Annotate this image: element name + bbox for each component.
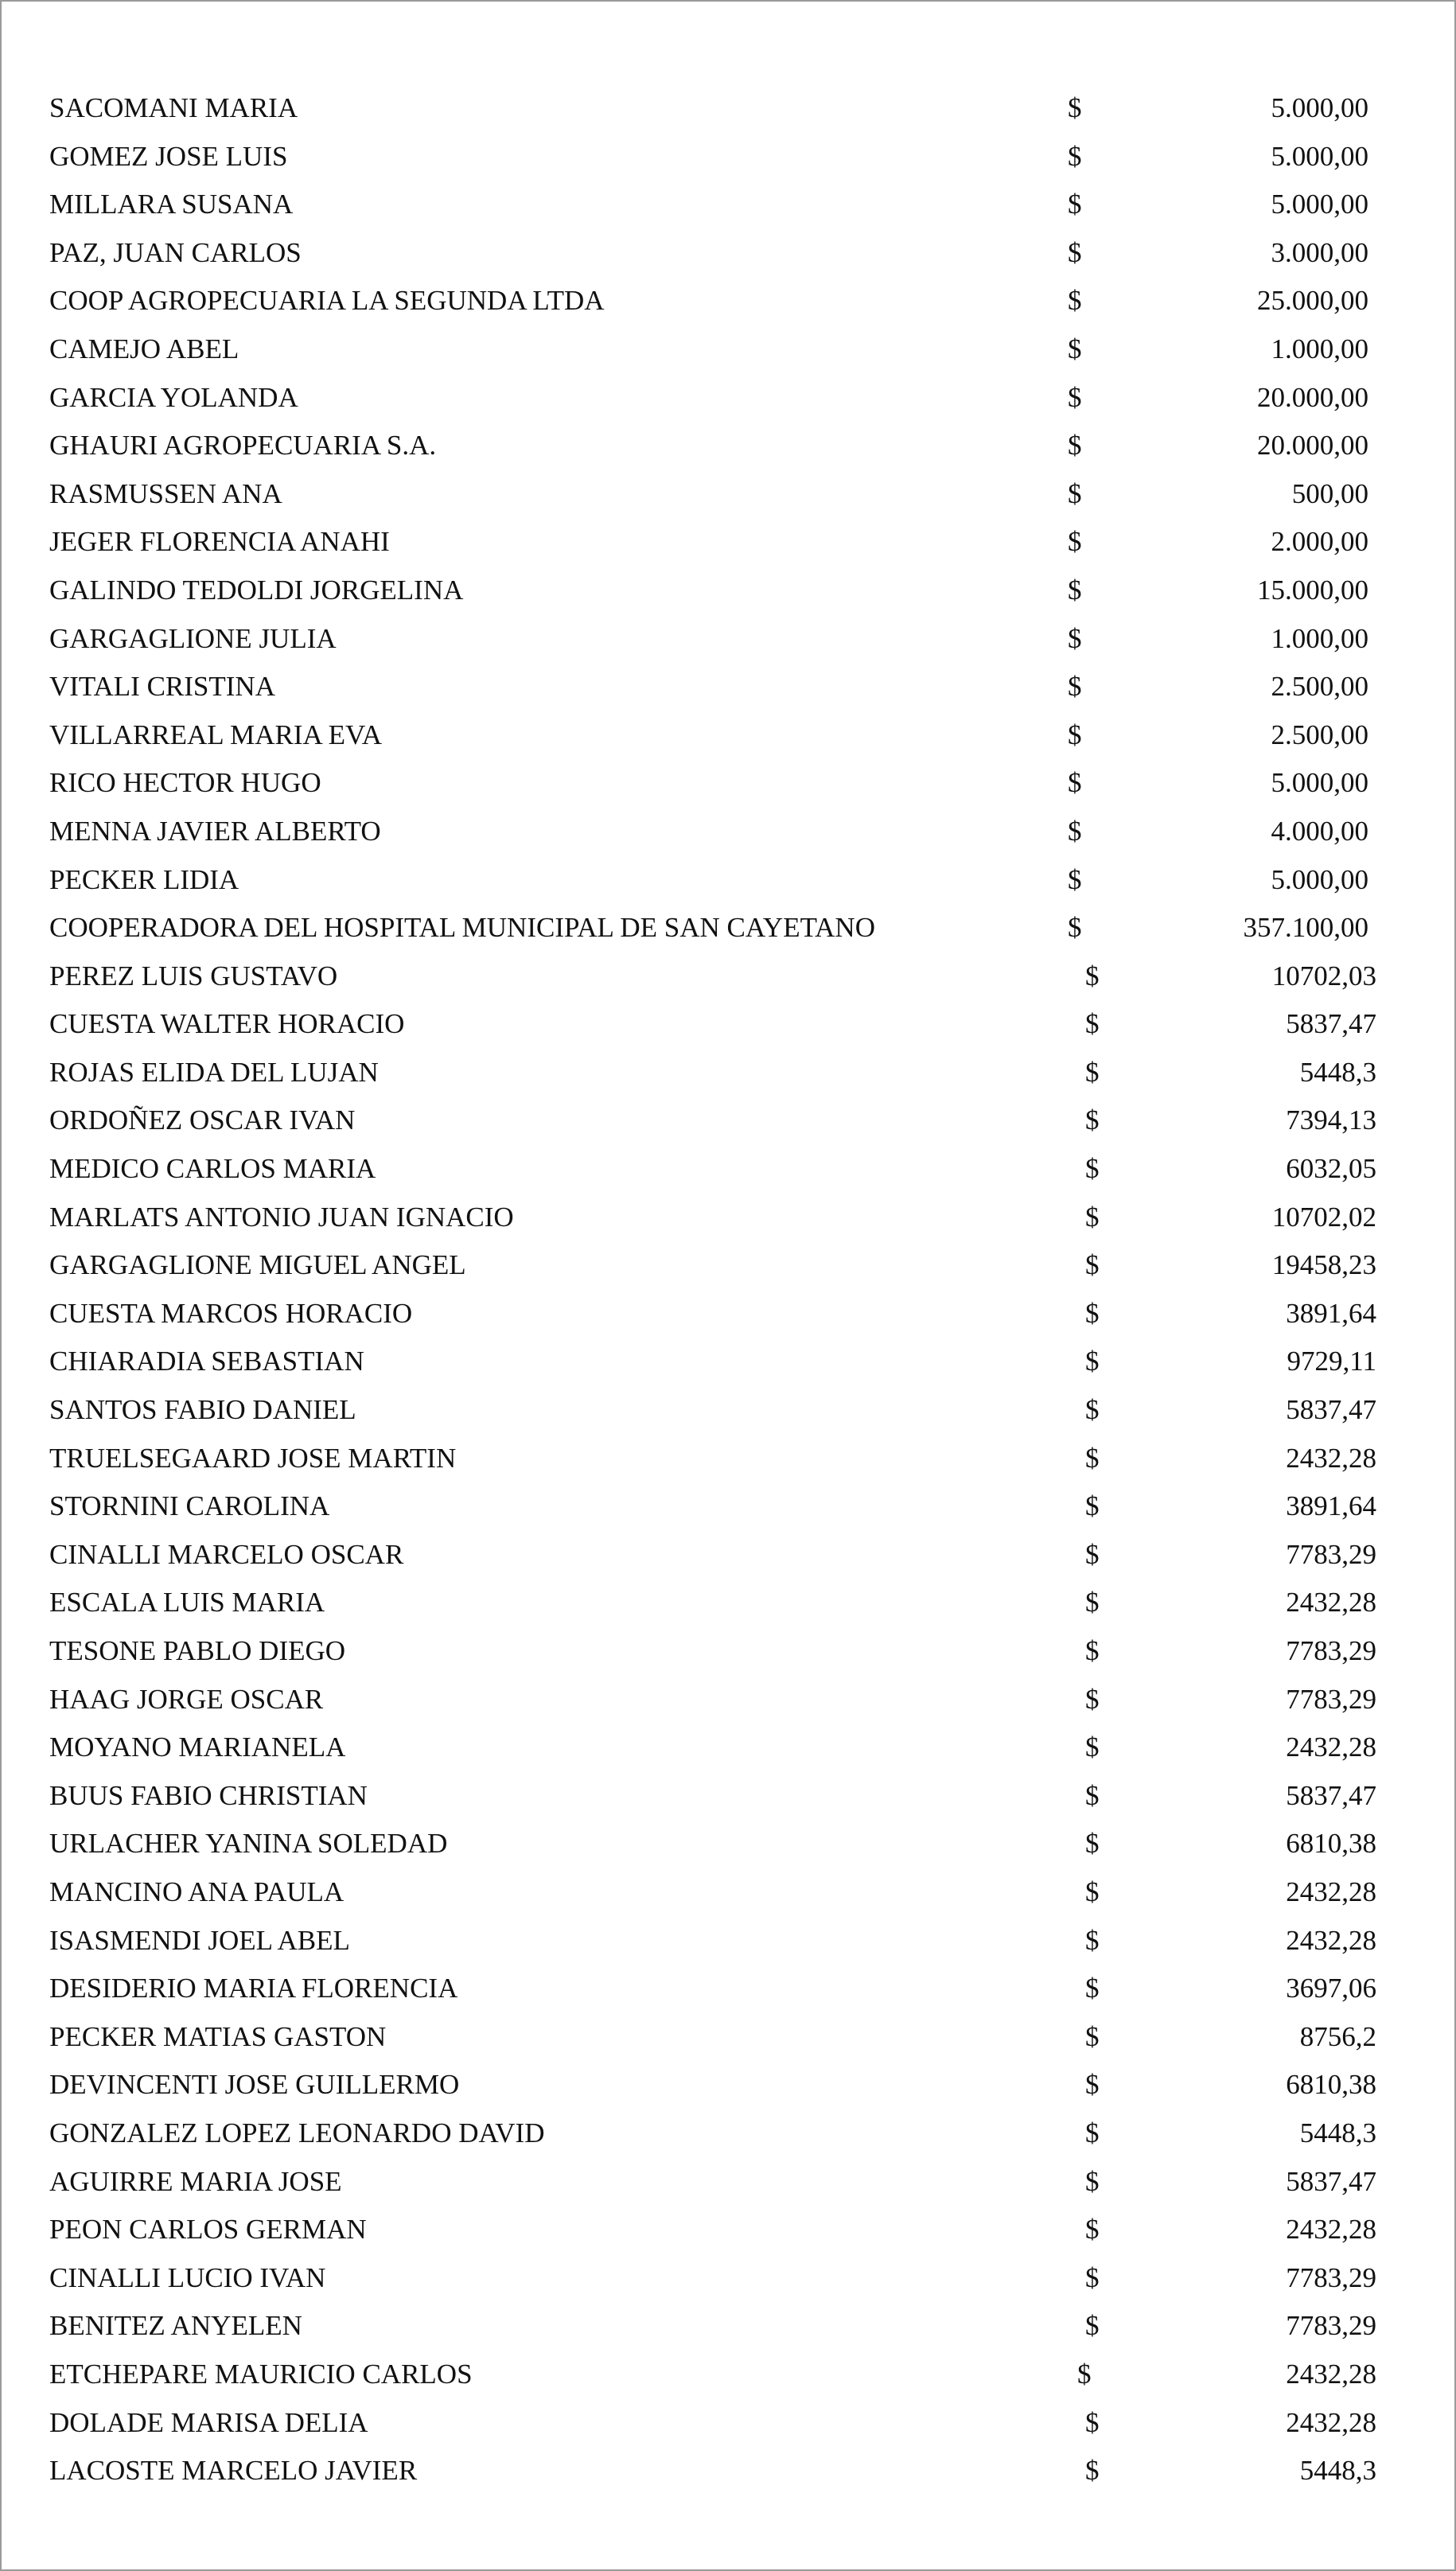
list-item <box>49 1627 1418 1676</box>
entry-amount: 5448,3 <box>1299 2455 1376 2487</box>
entry-amount: 5837,47 <box>1286 2165 1376 2197</box>
currency-symbol: $ <box>1077 2358 1092 2390</box>
currency-symbol: $ <box>1085 1924 1100 1956</box>
entry-amount: 4.000,00 <box>1271 815 1368 847</box>
list-item <box>49 2351 1418 2399</box>
currency-symbol: $ <box>1068 140 1082 172</box>
currency-symbol: $ <box>1068 477 1082 509</box>
entry-name: BENITEZ ANYELEN <box>49 2310 302 2342</box>
entry-name: VILLARREAL MARIA EVA <box>49 719 383 750</box>
currency-symbol: $ <box>1085 1587 1100 1619</box>
entry-amount: 1.000,00 <box>1271 333 1368 364</box>
entry-amount: 7783,29 <box>1286 1635 1376 1666</box>
entry-amount: 2432,28 <box>1286 1442 1376 1474</box>
entry-name: COOPERADORA DEL HOSPITAL MUNICIPAL DE SAN CAYETANO <box>49 912 875 944</box>
entry-name: CINALLI MARCELO OSCAR <box>49 1538 404 1570</box>
currency-symbol: $ <box>1085 960 1100 991</box>
entry-name: CUESTA WALTER HORACIO <box>49 1008 405 1040</box>
entry-name: MILLARA SUSANA <box>49 189 294 220</box>
list-item <box>49 1049 1418 1097</box>
entry-name: MEDICO CARLOS MARIA <box>49 1153 376 1185</box>
currency-symbol: $ <box>1085 1538 1100 1570</box>
entry-name: HAAG JORGE OSCAR <box>49 1683 324 1715</box>
currency-symbol: $ <box>1085 1876 1100 1907</box>
currency-symbol: $ <box>1068 912 1082 944</box>
entry-name: CUESTA MARCOS HORACIO <box>49 1297 413 1329</box>
list-item <box>49 2013 1418 2062</box>
currency-symbol: $ <box>1068 719 1082 750</box>
currency-symbol: $ <box>1085 1201 1100 1233</box>
list-item <box>49 1290 1418 1338</box>
entry-name: GOMEZ JOSE LUIS <box>49 140 288 172</box>
entry-name: CHIARADIA SEBASTIAN <box>49 1346 364 1377</box>
entry-name: MANCINO ANA PAULA <box>49 1876 345 1907</box>
list-item <box>49 1868 1418 1917</box>
entry-name: GONZALEZ LOPEZ LEONARDO DAVID <box>49 2117 545 2148</box>
currency-symbol: $ <box>1068 285 1082 317</box>
currency-symbol: $ <box>1085 1779 1100 1811</box>
entry-name: TRUELSEGAARD JOSE MARTIN <box>49 1442 457 1474</box>
entry-name: MENNA JAVIER ALBERTO <box>49 815 381 847</box>
entry-name: PAZ, JUAN CARLOS <box>49 236 302 268</box>
list-item <box>49 1000 1418 1049</box>
currency-symbol: $ <box>1085 1153 1100 1185</box>
entry-amount: 2432,28 <box>1286 1732 1376 1763</box>
list-item <box>49 759 1418 808</box>
list-item <box>49 2447 1418 2495</box>
list-item <box>49 952 1418 1001</box>
list-item <box>49 84 1418 133</box>
currency-symbol: $ <box>1085 1973 1100 2004</box>
entry-name: GARGAGLIONE JULIA <box>49 622 337 654</box>
entry-amount: 3697,06 <box>1286 1973 1376 2004</box>
list-item <box>49 422 1418 470</box>
entry-amount: 500,00 <box>1291 477 1368 509</box>
entry-amount: 6032,05 <box>1286 1153 1376 1185</box>
entry-amount: 5837,47 <box>1286 1394 1376 1426</box>
entry-amount: 5448,3 <box>1299 2117 1376 2148</box>
list-item <box>49 1435 1418 1483</box>
currency-symbol: $ <box>1085 2069 1100 2101</box>
currency-symbol: $ <box>1085 1683 1100 1715</box>
currency-symbol: $ <box>1085 2165 1100 2197</box>
entry-amount: 2.500,00 <box>1271 671 1368 703</box>
entry-amount: 7783,29 <box>1286 1538 1376 1570</box>
list-item <box>49 1338 1418 1386</box>
entry-amount: 2432,28 <box>1286 1924 1376 1956</box>
entry-amount: 25.000,00 <box>1257 285 1368 317</box>
entry-name: STORNINI CAROLINA <box>49 1490 330 1522</box>
currency-symbol: $ <box>1068 526 1082 558</box>
entry-amount: 5837,47 <box>1286 1779 1376 1811</box>
entry-name: VITALI CRISTINA <box>49 671 275 703</box>
entry-name: TESONE PABLO DIEGO <box>49 1635 346 1666</box>
entry-amount: 5.000,00 <box>1271 140 1368 172</box>
entry-name: GARGAGLIONE MIGUEL ANGEL <box>49 1249 466 1281</box>
list-item <box>49 856 1418 905</box>
currency-symbol: $ <box>1085 2455 1100 2487</box>
entry-amount: 10702,03 <box>1271 960 1376 991</box>
entry-name: SACOMANI MARIA <box>49 92 298 123</box>
list-item <box>49 615 1418 664</box>
entry-amount: 1.000,00 <box>1271 622 1368 654</box>
list-item <box>49 2109 1418 2158</box>
contributions-list <box>49 84 1418 2495</box>
currency-symbol: $ <box>1085 1346 1100 1377</box>
list-item <box>49 1676 1418 1724</box>
currency-symbol: $ <box>1085 2310 1100 2342</box>
list-item <box>49 518 1418 567</box>
list-item <box>49 1145 1418 1194</box>
entry-name: RASMUSSEN ANA <box>49 477 282 509</box>
entry-amount: 2.500,00 <box>1271 719 1368 750</box>
entry-name: ORDOÑEZ OSCAR IVAN <box>49 1104 356 1136</box>
currency-symbol: $ <box>1068 863 1082 895</box>
entry-amount: 8756,2 <box>1299 2020 1376 2052</box>
entry-name: RICO HECTOR HUGO <box>49 767 321 799</box>
entry-amount: 3.000,00 <box>1271 236 1368 268</box>
list-item <box>49 1579 1418 1627</box>
currency-symbol: $ <box>1085 1828 1100 1860</box>
entry-name: ESCALA LUIS MARIA <box>49 1587 325 1619</box>
currency-symbol: $ <box>1068 815 1082 847</box>
entry-amount: 20.000,00 <box>1257 381 1368 413</box>
entry-amount: 7783,29 <box>1286 1683 1376 1715</box>
entry-name: PECKER MATIAS GASTON <box>49 2020 387 2052</box>
list-item <box>49 374 1418 423</box>
list-item <box>49 1917 1418 1965</box>
currency-symbol: $ <box>1068 189 1082 220</box>
currency-symbol: $ <box>1085 2261 1100 2293</box>
currency-symbol: $ <box>1085 2020 1100 2052</box>
currency-symbol: $ <box>1085 1297 1100 1329</box>
list-item <box>49 1965 1418 2013</box>
list-item <box>49 808 1418 856</box>
entry-amount: 19458,23 <box>1271 1249 1376 1281</box>
entry-amount: 7783,29 <box>1286 2310 1376 2342</box>
entry-name: GALINDO TEDOLDI JORGELINA <box>49 574 464 606</box>
entry-amount: 2432,28 <box>1286 2406 1376 2438</box>
entry-name: BUUS FABIO CHRISTIAN <box>49 1779 368 1811</box>
entry-amount: 357.100,00 <box>1243 912 1368 944</box>
list-item <box>49 229 1418 278</box>
currency-symbol: $ <box>1068 671 1082 703</box>
list-item <box>49 567 1418 615</box>
entry-amount: 7783,29 <box>1286 2261 1376 2293</box>
list-item <box>49 1772 1418 1821</box>
entry-name: GARCIA YOLANDA <box>49 381 298 413</box>
entry-name: DOLADE MARISA DELIA <box>49 2406 368 2438</box>
entry-amount: 2.000,00 <box>1271 526 1368 558</box>
currency-symbol: $ <box>1085 2117 1100 2148</box>
currency-symbol: $ <box>1085 1249 1100 1281</box>
currency-symbol: $ <box>1068 767 1082 799</box>
entry-amount: 2432,28 <box>1286 1876 1376 1907</box>
entry-amount: 6810,38 <box>1286 2069 1376 2101</box>
list-item <box>49 1482 1418 1531</box>
entry-name: ISASMENDI JOEL ABEL <box>49 1924 350 1956</box>
entry-name: MARLATS ANTONIO JUAN IGNACIO <box>49 1201 514 1233</box>
currency-symbol: $ <box>1085 1104 1100 1136</box>
entry-name: GHAURI AGROPECUARIA S.A. <box>49 430 437 462</box>
list-item <box>49 1194 1418 1242</box>
currency-symbol: $ <box>1068 622 1082 654</box>
currency-symbol: $ <box>1085 1008 1100 1040</box>
list-item <box>49 2061 1418 2109</box>
entry-name: PEREZ LUIS GUSTAVO <box>49 960 338 991</box>
entry-amount: 10702,02 <box>1271 1201 1376 1233</box>
entry-amount: 2432,28 <box>1286 2214 1376 2246</box>
list-item <box>49 1097 1418 1145</box>
entry-name: PECKER LIDIA <box>49 863 239 895</box>
entry-amount: 9729,11 <box>1287 1346 1376 1377</box>
entry-name: PEON CARLOS GERMAN <box>49 2214 367 2246</box>
entry-amount: 3891,64 <box>1286 1490 1376 1522</box>
list-item <box>49 325 1418 374</box>
entry-amount: 7394,13 <box>1286 1104 1376 1136</box>
list-item <box>49 1386 1418 1435</box>
entry-amount: 20.000,00 <box>1257 430 1368 462</box>
entry-name: JEGER FLORENCIA ANAHI <box>49 526 390 558</box>
currency-symbol: $ <box>1068 430 1082 462</box>
list-item <box>49 2158 1418 2207</box>
list-item <box>49 711 1418 760</box>
list-item <box>49 663 1418 711</box>
currency-symbol: $ <box>1068 333 1082 364</box>
list-item <box>49 470 1418 519</box>
entry-name: URLACHER YANINA SOLEDAD <box>49 1828 448 1860</box>
list-item <box>49 1724 1418 1772</box>
entry-name: AGUIRRE MARIA JOSE <box>49 2165 342 2197</box>
list-item <box>49 181 1418 229</box>
currency-symbol: $ <box>1068 236 1082 268</box>
entry-amount: 2432,28 <box>1286 2358 1376 2390</box>
currency-symbol: $ <box>1085 2406 1100 2438</box>
list-item <box>49 277 1418 325</box>
currency-symbol: $ <box>1085 1056 1100 1088</box>
entry-name: ETCHEPARE MAURICIO CARLOS <box>49 2358 473 2390</box>
entry-amount: 15.000,00 <box>1257 574 1368 606</box>
entry-amount: 5.000,00 <box>1271 767 1368 799</box>
entry-name: DESIDERIO MARIA FLORENCIA <box>49 1973 458 2004</box>
entry-amount: 5.000,00 <box>1271 863 1368 895</box>
entry-amount: 5448,3 <box>1299 1056 1376 1088</box>
entry-amount: 2432,28 <box>1286 1587 1376 1619</box>
entry-name: CAMEJO ABEL <box>49 333 239 364</box>
list-item <box>49 1531 1418 1580</box>
currency-symbol: $ <box>1068 92 1082 123</box>
entry-name: LACOSTE MARCELO JAVIER <box>49 2455 418 2487</box>
currency-symbol: $ <box>1085 1732 1100 1763</box>
currency-symbol: $ <box>1068 381 1082 413</box>
currency-symbol: $ <box>1068 574 1082 606</box>
entry-name: CINALLI LUCIO IVAN <box>49 2261 326 2293</box>
list-item <box>49 2206 1418 2254</box>
entry-name: ROJAS ELIDA DEL LUJAN <box>49 1056 379 1088</box>
currency-symbol: $ <box>1085 1490 1100 1522</box>
list-item <box>49 2254 1418 2303</box>
list-item <box>49 133 1418 181</box>
list-item <box>49 2302 1418 2351</box>
list-item <box>49 2399 1418 2448</box>
entry-name: DEVINCENTI JOSE GUILLERMO <box>49 2069 460 2101</box>
entry-name: SANTOS FABIO DANIEL <box>49 1394 356 1426</box>
list-item <box>49 1241 1418 1290</box>
currency-symbol: $ <box>1085 1442 1100 1474</box>
list-item <box>49 1820 1418 1868</box>
entry-amount: 5837,47 <box>1286 1008 1376 1040</box>
entry-amount: 5.000,00 <box>1271 189 1368 220</box>
currency-symbol: $ <box>1085 1394 1100 1426</box>
entry-amount: 6810,38 <box>1286 1828 1376 1860</box>
entry-amount: 5.000,00 <box>1271 92 1368 123</box>
list-item <box>49 904 1418 952</box>
entry-name: COOP AGROPECUARIA LA SEGUNDA LTDA <box>49 285 605 317</box>
currency-symbol: $ <box>1085 2214 1100 2246</box>
currency-symbol: $ <box>1085 1635 1100 1666</box>
entry-name: MOYANO MARIANELA <box>49 1732 346 1763</box>
entry-amount: 3891,64 <box>1286 1297 1376 1329</box>
